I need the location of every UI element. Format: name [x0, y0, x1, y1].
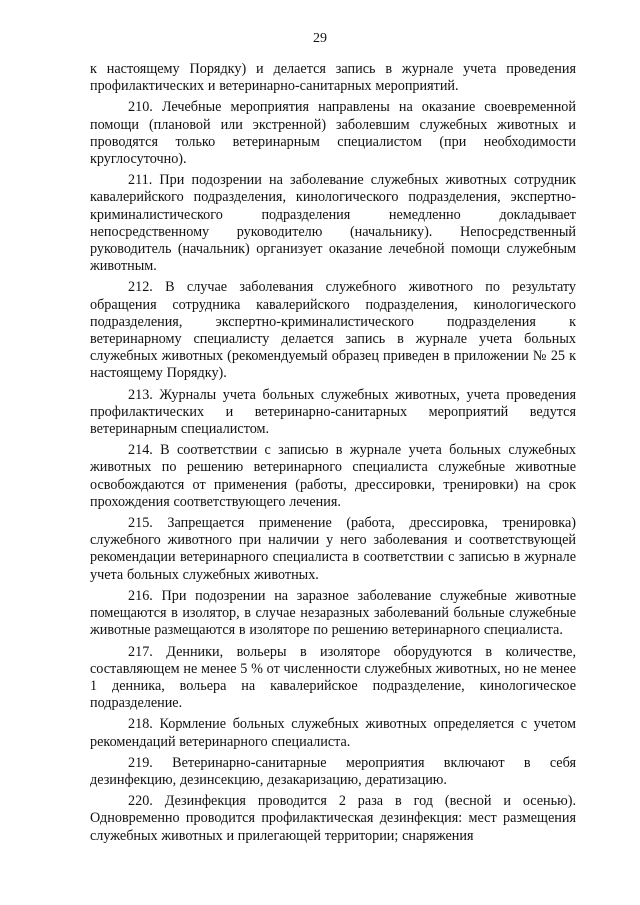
paragraph-220: 220. Дезинфекция проводится 2 раза в год (весной и осенью). Одновременно проводится профилактическая дезинфекция: мест размещения служебных животных и прилегающей территории; снаряжения	[90, 793, 576, 844]
paragraph-216: 216. При подозрении на заразное заболевание служебные животные помещаются в изолятор, в случае незаразных заболеваний больные служебные животные размещаются в изоляторе по решению ветеринарного специалиста.	[90, 587, 576, 639]
body-text	[90, 61, 576, 845]
paragraph-217: 217. Денники, вольеры в изоляторе оборудуются в количестве, составляющем не менее 5 % от численности служебных животных, но не менее 1 денника, вольера на кавалерийское подразделение, кинологическое подразделение.	[90, 643, 576, 712]
page-number: 29	[313, 31, 327, 46]
paragraph-214: 214. В соответствии с записью в журнале учета больных служебных животных по решению ветеринарного специалиста служебные животные освобождаются от применения (работы, дрессировки, тренировки) на срок прохождения соответствующего лечения.	[90, 442, 576, 510]
paragraph-211: 211. При подозрении на заболевание служебных животных сотрудник кавалерийского подразделения, кинологического подразделения, экспертно-криминалистического подразделения немедленно докладывает непосредственному руководителю (начальнику). Непосредственный руководитель (начальник) организует оказание лечебной помощи служебным животным.	[90, 172, 576, 275]
paragraph-219: 219. Ветеринарно-санитарные мероприятия включают в себя дезинфекцию, дезинсекцию, дезакаризацию, дератизацию.	[90, 754, 576, 788]
paragraph-continuation: к настоящему Порядку) и делается запись в журнале учета проведения профилактических и ветеринарно-санитарных мероприятий.	[90, 61, 576, 95]
paragraph-213: 213. Журналы учета больных служебных животных, учета проведения профилактических и ветеринарно-санитарных мероприятий ведутся ветеринарным специалистом.	[90, 386, 576, 438]
paragraph-218: 218. Кормление больных служебных животных определяется с учетом рекомендаций ветеринарного специалиста.	[90, 716, 576, 750]
paragraph-210: 210. Лечебные мероприятия направлены на оказание своевременной помощи (плановой или экстренной) заболевшим служебных животных и проводятся только ветеринарным специалистом (при необходимости круглосуточно).	[90, 99, 576, 168]
paragraph-212: 212. В случае заболевания служебного животного по результату обращения сотрудника кавалерийского подразделения, кинологического подразделения, экспертно-криминалистического подразделения к ветеринарному специалисту делается запись в журнале учета больных служебных животных (рекомендуемый образец приведен в приложении № 25 к настоящему Порядку).	[90, 279, 576, 382]
paragraph-215: 215. Запрещается применение (работа, дрессировка, тренировка) служебного животного при наличии у него заболевания и соответствующей рекомендации ветеринарного специалиста в соответствии с записью в журнале учета больных служебных животных.	[90, 515, 576, 583]
